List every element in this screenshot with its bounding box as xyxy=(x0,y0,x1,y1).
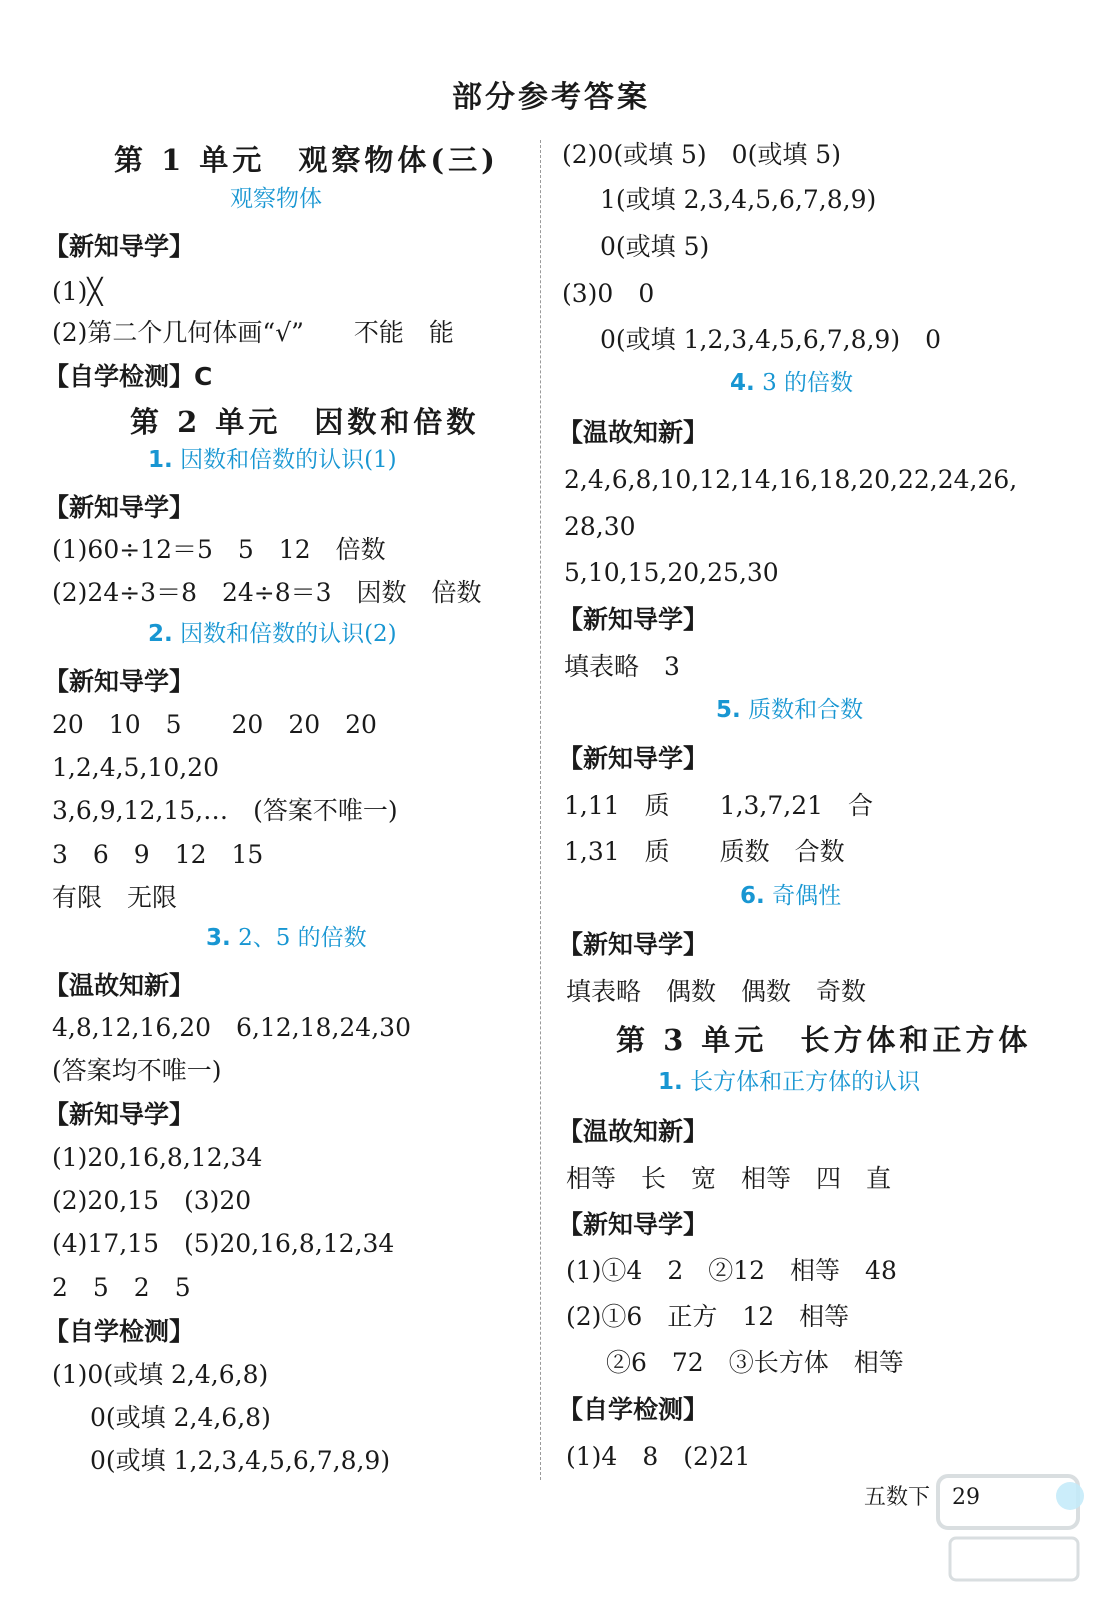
section-label: 【新知导学】 xyxy=(558,605,709,634)
answer-line: 5,10,15,20,25,30 xyxy=(564,558,779,587)
answer-line: 0(或填 1,2,3,4,5,6,7,8,9) 0 xyxy=(600,325,941,354)
lesson-number: 5. xyxy=(716,697,741,723)
lesson-title xyxy=(740,885,841,908)
lesson-number: 1. xyxy=(658,1069,683,1095)
watermark-logo xyxy=(920,1468,1090,1592)
section-label: 【温故知新】 xyxy=(558,1117,709,1146)
answer-line: (1)╳ xyxy=(52,277,103,306)
lesson-title xyxy=(730,372,853,395)
answer-line: (4)17,15 (5)20,16,8,12,34 xyxy=(52,1229,395,1258)
lesson-title xyxy=(148,623,397,646)
answer-line: (答案均不唯一) xyxy=(52,1056,222,1085)
section-label: 【新知导学】 xyxy=(558,1210,709,1239)
unit-1-heading: 第 1 单元 观察物体(三) xyxy=(114,143,499,177)
lesson-title xyxy=(658,1071,920,1094)
answer-line: 2 5 2 5 xyxy=(52,1273,191,1302)
page-number: 29 xyxy=(952,1485,981,1510)
answer-line: 0(或填 1,2,3,4,5,6,7,8,9) xyxy=(90,1446,391,1475)
answer-line: 1,31 质 质数 合数 xyxy=(564,837,845,866)
answer-line: 0(或填 5) xyxy=(600,232,710,261)
lesson-title xyxy=(206,927,367,950)
answer-line: 相等 长 宽 相等 四 直 xyxy=(566,1164,892,1193)
answer-line: 4,8,12,16,20 6,12,18,24,30 xyxy=(52,1013,411,1042)
lesson-title xyxy=(716,699,863,722)
section-label: 【新知导学】 xyxy=(44,232,195,261)
section-label: 【自学检测】 xyxy=(44,1317,195,1346)
section-label: 【新知导学】 xyxy=(44,1100,195,1129)
lesson-name: 奇偶性 xyxy=(772,883,842,909)
lesson-name: 质数和合数 xyxy=(748,697,864,723)
lesson-number: 3. xyxy=(206,925,231,951)
answer-line: 28,30 xyxy=(564,512,636,541)
answer-line: (3)0 0 xyxy=(562,279,655,308)
lesson-number: 4. xyxy=(730,370,755,396)
lesson-title xyxy=(148,449,397,472)
section-label: 【新知导学】 xyxy=(558,744,709,773)
answer-line: (1)60÷12＝5 5 12 倍数 xyxy=(52,535,386,564)
lesson-number: 6. xyxy=(740,883,765,909)
lesson-name: 2、5 的倍数 xyxy=(238,925,367,951)
answer-line: 3,6,9,12,15,… (答案不唯一) xyxy=(52,796,398,825)
section-label: 【新知导学】 xyxy=(44,667,195,696)
answer-line: (2)第二个几何体画“√” 不能 能 xyxy=(52,318,454,347)
answer-line: 1,11 质 1,3,7,21 合 xyxy=(564,791,874,820)
answer-line: 1,2,4,5,10,20 xyxy=(52,753,219,782)
lesson-name: 因数和倍数的认识(1) xyxy=(180,447,397,473)
answer-line: 0(或填 2,4,6,8) xyxy=(90,1403,271,1432)
lesson-number: 2. xyxy=(148,621,173,647)
lesson-name: 因数和倍数的认识(2) xyxy=(180,621,397,647)
answer-line: 1(或填 2,3,4,5,6,7,8,9) xyxy=(600,185,877,214)
answer-line: (1)①4 2 ②12 相等 48 xyxy=(566,1256,897,1285)
answer-line: 3 6 9 12 15 xyxy=(52,840,264,869)
section-label: 【新知导学】 xyxy=(44,493,195,522)
answer-line: 20 10 5 20 20 20 xyxy=(52,710,377,739)
section-label: 【温故知新】 xyxy=(44,971,195,1000)
answer-line: ②6 72 ③长方体 相等 xyxy=(606,1348,904,1377)
section-label: 【自学检测】 xyxy=(558,1395,709,1424)
answer-line: (1)20,16,8,12,34 xyxy=(52,1143,263,1172)
answer-line: (2)24÷3＝8 24÷8＝3 因数 倍数 xyxy=(52,578,482,607)
lesson-name: 3 的倍数 xyxy=(762,370,854,396)
lesson-number: 1. xyxy=(148,447,173,473)
answer-line: 填表略 3 xyxy=(564,652,680,681)
answer-line: (2)①6 正方 12 相等 xyxy=(566,1302,850,1331)
column-divider xyxy=(540,140,541,1480)
section-label: 【温故知新】 xyxy=(558,418,709,447)
page-title: 部分参考答案 xyxy=(452,80,650,115)
answer-line: (2)20,15 (3)20 xyxy=(52,1186,252,1215)
answer-line: (1)4 8 (2)21 xyxy=(566,1442,751,1471)
section-label: 【新知导学】 xyxy=(558,930,709,959)
unit-2-heading: 第 2 单元 因数和倍数 xyxy=(130,405,480,439)
answer-line: (2)0(或填 5) 0(或填 5) xyxy=(562,140,841,169)
lesson-title: 观察物体 xyxy=(230,186,322,212)
footer-subject: 五数下 xyxy=(864,1485,931,1510)
answer-line: 2,4,6,8,10,12,14,16,18,20,22,24,26, xyxy=(564,465,1018,494)
lesson-name: 长方体和正方体的认识 xyxy=(690,1069,921,1095)
answer-line: 填表略 偶数 偶数 奇数 xyxy=(566,977,867,1006)
answer-line: (1)0(或填 2,4,6,8) xyxy=(52,1360,269,1389)
unit-3-heading: 第 3 单元 长方体和正方体 xyxy=(616,1023,1032,1057)
section-label: 【自学检测】C xyxy=(44,362,213,391)
answer-line: 有限 无限 xyxy=(52,883,178,912)
